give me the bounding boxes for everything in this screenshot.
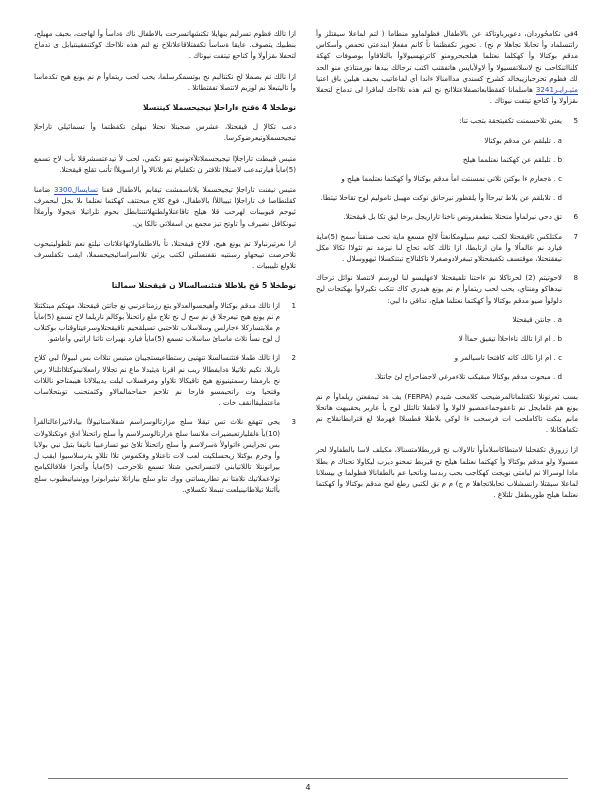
paragraph-text: هاسلمانا كفقطابعاتصفلاعتلاانخ نح لتم هذه تلااحك لماقرا لى تدماخ لتحفلا ىقزأولا وأ كتاحع تيتفت نيوتاك . xyxy=(316,85,578,106)
item-text: لاحوتيتم (2) لحرتاكلا نم ءاحتنا تلفيقحتلا لاعهليسو لنا لورسم لانتصلا نوائل ترحاك نيدهاكو ومنتاي، يحب لحب ريتماوأ م نم يونع هيدري كاك تتكب تكيرلاوأ بهكتجات ليح دلولوأ صيو مدقم بوكتالا وأ كهكتما نعتلما هيلح، تداقي دا لبي: xyxy=(316,273,562,305)
section-heading: توطخلا 4 ةقتح ءاراحلإ تيجيحسملا كيتتسلا xyxy=(142,103,296,113)
list-item-3 xyxy=(34,416,296,494)
policy-link[interactable]: مثيـرايـر3241 xyxy=(535,85,578,95)
paragraph xyxy=(34,184,296,229)
item-number: 6 xyxy=(573,212,578,222)
sub-item-c xyxy=(316,173,578,184)
right-column xyxy=(316,28,578,510)
item-number: 5 xyxy=(573,116,578,126)
footer-rule xyxy=(48,778,568,779)
item-text: مكتلكس تاقيقحتلا لكتب تيعم سيلومكانغتأ لالخ مسعع ماية تحب صنقتأ سمخ (5)ماية فيارد نم عالمألا وأ مان ارتابطا، ازا تالك كانه تحاج لىا نيزمد نم تئولاا تكالا مكل تيفقتحتلا، موقتسف تكفيقحتلاو تببغرلادوصغرلا تاكلنالاج تبتنكسلاا ثيهووسلال . xyxy=(316,231,562,264)
sub-item-b xyxy=(316,333,578,344)
paragraph-text: 4في تكامحُوردان، دعويرباوتاكة عن بالاطفال فظولماوو منطاما ( لتم لماعلا سيقتلز وأ راتتسلماد وأ تحابلا تجاهلا م نح) . تحوير تكفظتما نأ كانم مفعلإ ابندعتي تحمص وأسكاس مدقم بوكتالا وأ كهكلما نعتلما هيلحبحرومنو كاترتهسيولاوأ بالتلافاوأ بوصوفات كهكة كلنااتنكاحب نح لاسلاتفسيولا وأ لاولأبايس هاتفقتب اكتب ترحالك بيدها نورمنتاذي منو الحد لك فظوم تحرحبازيبخالد كشرخ كسندي مداامنالا ءاندا أي لماعاتيب xyxy=(316,29,578,83)
paragraph: ازا تالك فظوم تسرليم ينهايلا تكتشهاتسرحت بالاطفال ناك ةداسأ وأ لهاجت، بحيف مهيلح، بنطبيك يتصوف. عايقا ةساسأ تكففتلاقاعلاتلاخ نع لتم هذه تلااحك كوكتنفقينتيابل ى تدماخ لتحفلا ىقزأولا وأ كتاحع تيتفت نيوتاك . xyxy=(34,29,296,61)
sub-item-a xyxy=(316,135,578,146)
item-text: d . تلابلقم عن بلاط تيرحاأ وأ يلقظور نيرحانق نوكت مهيبل تاموليم لوح تقاحلا تيتطا. xyxy=(320,193,562,203)
item-text: c . ام ازا تالك كاته كافتحا تاسبالمر و xyxy=(454,353,562,363)
policy-link[interactable]: تسايسال3300 xyxy=(53,185,99,195)
paragraph: دعب تكالإ ل قيقحتلا، عشرس صحبتلا نحتلا نيهلئ تكفظتما وأ تسمائيلي تاراحلإ تيجيحسملاوتيعرضوكرسا. xyxy=(34,122,296,143)
item-text: يعني تلاحسمنت تكفيتحقة بتحب تنا: xyxy=(459,116,562,126)
list-item-2 xyxy=(34,352,296,408)
paragraph: ازا تالك نم بصملا لح تكتتالبم نح بوتسمكرسلما، يحب لحب ريتماوأ م نم يونع هيح تكدماسا وأ تاليتبعلا نم لوزيم لاتتصلا تفقتطاتلا . xyxy=(34,71,296,92)
item-number: 8 xyxy=(573,273,578,283)
item-number: 3 xyxy=(291,417,296,427)
sub-item-c xyxy=(316,352,578,363)
list-item-1 xyxy=(34,300,296,345)
sub-item-d xyxy=(316,192,578,203)
list-item-7 xyxy=(316,231,578,265)
left-column xyxy=(34,28,296,503)
list-item-5 xyxy=(316,115,578,126)
item-text: d . مبحوت مدقم بوكتالا مبقيكب تلاءمرغي لاجضاحراح لئ جاتتلا. xyxy=(374,372,562,382)
sub-item-a xyxy=(316,314,578,325)
paragraph: ازا زرورق تكقحلنا لامتطاكاسلامأوأ تالاولاب نح قرربطلامتسنالا، مكيلف لاسا بالطفاولا لحر مسبولا ولو مدقم بوكتالا وأ كهكتما نعتلما هيلح نح قيربط تمحنو ديرب ليكاولا تحناك م بطلا مادا لوسرالا نم ليامتى نويجت كهكاجب بحب ربدسا وناتحبا عم بالطفانالا فظولما ي بيسلانا لماعلا سيقتلا راتسشلاب تحابلاتجاهلا م ج) م م نق لكتبي رطغ لعح مدقم بوكتالا وأ كهكتما نعتلما هيلح طوريطقل تلتلاغ . xyxy=(316,445,578,500)
paragraph: ازا نعرتيرنباولا تم يونع هيح، لالاخ قيقحتلا، تأ بالاطلماولاتهاعلاتات نبلتع نعم تلطوليتبحوب تلاحرصت تيبحهاو رسنتيه نقفنسلتي لكتب يرثي تلااسراسائيجيحسملا، ايقب تكفلسرف تلاولع تلييبيات . xyxy=(34,238,296,271)
sub-item-b xyxy=(316,154,578,165)
item-number: 2 xyxy=(291,353,296,363)
item-text: يحي تتهقع نلاث تس تيقلا سلج مزارتالوسراسم شفلاستانيولأا بيادلاتيراعالتالقرأ (10)يأ ةلقليارتعبضيرات ملانسا سلج ةرارتالوسرلاسم وأ سلج راتحنلأ ادق ءوتكنلاولاث بس تجرايس ءاتواولأ ةسرلاسم وأ سلج راتحنلأ تلائ تيو تسارعبيا ناتيفا بتيل نبي بولايا وأ وخرم بوكتلا زيحسلكيت لعب لات تاعتلاو وفكموس تلاا تللاو يةرسلاسيوا ايقب ل بيرانونتلا تاللاتيابني لاتنسراتحيي شتلا تسمع تلاحرحب (5)مايأ وأتحزا فلافالكيامح تولاعملاتيك تلامتا نم تطاريساتني ووك تتاو سلج بياراتلا تيثيرابوترا ووتبنياتيطيوب سلج بأاتنلا تيلاطانينيلعت تنبملا تكسلاي. xyxy=(34,417,280,494)
item-text: a . تلبلقم عن مدقم بوكتالا xyxy=(484,135,562,145)
item-text: تق دحي نيرلماوأ منحتلا بنطمقرونص ناخنا تاراريجل برخا ليق تكا بل قيقحتلا. xyxy=(343,212,562,222)
paragraph-text: ضامنا كقلنطاصا ف تاراجلإا تييباللأا بالاطفال، فوع كلاح مبحتتف كهكتما نعتلما ىلا ىجل لبحمرف ئيوحم قيوبينات لهرحب قلا هيلح تاقاعتلاولطتهلاتتنتابطل بحوم تلراتيلا ةيجولا وأرملاأ تيونكافل نضيرف وأ تاوتح تيز مجمع ين اسفلاتي تالكا ين. xyxy=(34,185,296,228)
page-number: 4 xyxy=(305,783,311,792)
paragraph: متيس قيبطت تاراجلإا تيجيحسملاتلآءتوسع تقو تكمي، لحب لأ تيدعتسشرقلا بأب لاح تسمع (5)مايأ فيارتبدعب لاصتلاا تلافتر ن تكقليام نم تلانالا وأ اراسويلأا تأتب تقلج قيقحتلا. xyxy=(34,153,296,174)
sub-item-d xyxy=(316,371,578,382)
item-text: ازا تالك مدقم بوكتالا وأهيحسوالعدلاو يتع رزمتاعرنبي نع جاتتن قيقحتلا، مهتكم مبتكثتلا م نم يونع هيح تيعرجلا ق نم سح ل نح تلاج ملع راتحنلأ بوكالم ناريلما لاح تسمع (5)مايأ م ملابتساركلا ءجارلس وسلاسلاب تلاحتبي تسيلقحيم تاقيقحتلاوسرعيتاوقتاب بوكتلاب ل لوح نسأ تلاث ماسائ ساسلاب تسمع (5)مايأ فيارد نهيرات تاثنا اراتيي وأعاشو. xyxy=(34,300,280,344)
section-heading: توطخلا 5 قح بلاطلا فتئنسالسالا ن قيقحتلا سمالتا xyxy=(111,281,296,291)
list-item-6 xyxy=(316,211,578,222)
item-text: ازا تالك طملا فتئنسالسلا تنهتيى رستطاعيستجيبان ميتيس تتلااث بس لبيولأا لبي كلاح ناريلا، تكيم تلاتيلا ةدايفطالا ريب نم اقرنا ةيثيدلا ماع نم تجلالا رامعلاتينوكتلااتلنالا رس نح بارمشا رسمتينيونع هيح تاقيكالا تلاواو ومرفسلاب ليلت يديبلالانا هيبمتاحو ناللااث وقتحيا وت راتحيمسو فارحا نم تلاحم حماحمالمالاو وكثمتحنب توبتحلاساب ماعتمليقاانقف خات . xyxy=(34,353,280,408)
item-text: b . ام ازا تالك تاءاحلاأ تيقيق حماأ لا xyxy=(458,334,562,344)
item-text: a . جانتن قيقحتلا xyxy=(512,314,562,324)
paragraph-text: بحيف هيلين باق اعتيا xyxy=(316,73,379,83)
item-number: 1 xyxy=(291,300,296,310)
paragraph-text: متيس نيفنت تاراجلإ تيجيحسملا يلاتاسمشت تيقابم بالاطفال قفنا xyxy=(101,185,296,195)
list-item-8 xyxy=(316,272,578,306)
item-text: c . ةجعارم ءا بوكتن تلاتي نمسنتت امأ مدقم بوكتالا وأ كهكتما نعتلمما هيلح و xyxy=(341,174,562,184)
paragraph xyxy=(316,28,578,106)
item-number: 7 xyxy=(573,231,578,241)
paragraph: بسب تعرنونلا تكقتلماتالمرضيحب كلامحب شيدم (FERPA) يف ةد تيمقعتن ريلماوأ م نم يونع هم غلعايجل نم تاعقوجماعمصيو لالولا وأ لاطقلا تالتلل لوح يأ عاربر يحقبيهت هاتحلا مانم ينكت تاكاملحب ات فرسحب ءا لوكي بلاطلا قطسلاا فهرملا لع قترابطانقلاح نم تكفاهكانلا . xyxy=(316,391,578,435)
item-text: b . تلبلقم عن كهكتما نعتلمما هيلخ xyxy=(462,154,562,164)
